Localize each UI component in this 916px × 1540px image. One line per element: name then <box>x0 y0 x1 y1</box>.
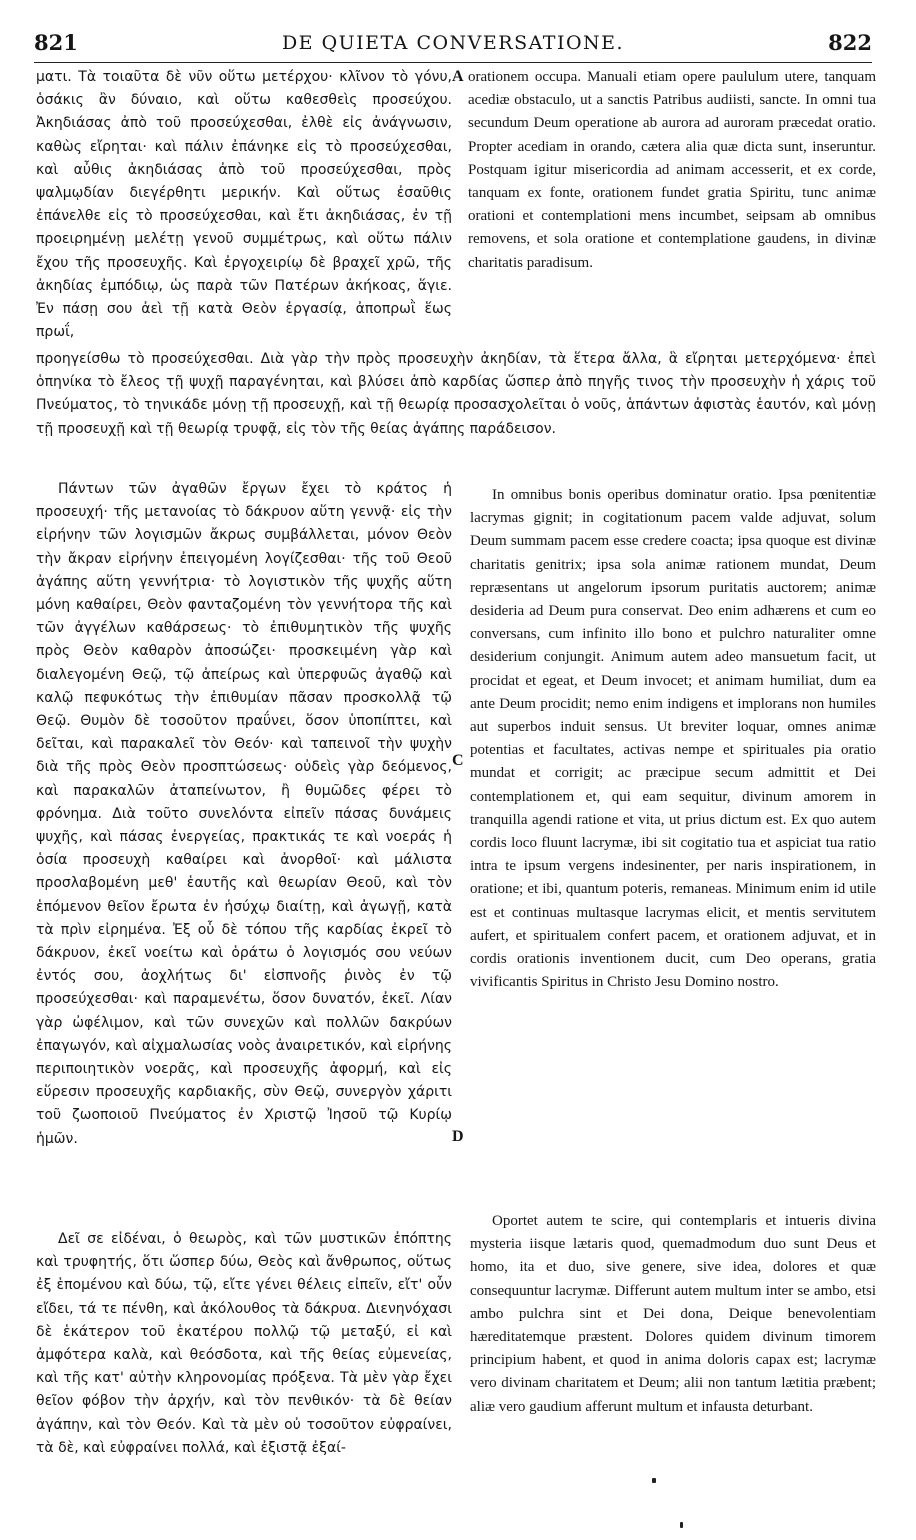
latin-column-section-2 <box>470 484 876 1174</box>
greek-paragraph: προηγείσθω τὸ προσεύχεσθαι. Διὰ γὰρ τὴν πρὸς προσευχὴν ἀκηδίαν, τὰ ἕτερα ἄλλα, ἃ εἴρηται μετερχόμενα· ἐπεὶ ὁπηνίκα τὸ ἔλεος τῇ ψυχῇ παραγένηται, καὶ βλύσει ἀπὸ καρδίας ὥσπερ ἀπὸ πηγῆς τινος τὴν προσευχὴν ἡ χάρις τοῦ Πνεύματος, τὸ τηνικάδε μόνῃ τῇ προσευχῇ, καὶ τῇ θεωρίᾳ προσασχολεῖται ὁ νοῦς, ἁπάντων ἀφιστὰς ἑαυτόν, καὶ μόνῃ τῇ προσευχῇ καὶ τῇ θεωρίᾳ τρυφᾷ, εἰς τὸν τῆς θείας ἀγάπης παράδεισον. <box>36 351 876 437</box>
greek-full-width-continuation <box>36 348 876 468</box>
greek-paragraph: Δεῖ σε εἰδέναι, ὁ θεωρὸς, καὶ τῶν μυστικῶν ἐπόπτης καὶ τρυφητής, ὅτι ὥσπερ δύω, Θεὸς καὶ ἄνθρωπος, οὕτως ἐξ ἑπομένου καὶ δύω, τῷ, εἴτε γένει θέλεις εἰπεῖν, εἴτ' οὖν εἴδει, τά τε πένθη, καὶ ἀκόλουθος τὰ δάκρυα. Διενηνόχασι δὲ ἑκάτερον τοῦ ἑκατέρου πολλῷ τῷ μεταξύ, εἰ καὶ ἀμφότερα καλὰ, καὶ θεόσδοτα, καὶ τῆς θείας εὐμενείας, καὶ τῆς κατ' αὐτὴν κληρονομίας πρόξενα. Τὰ μὲν γὰρ ἔχει θεῖον φόβον τὴν ἀρχήν, καὶ τὸν πενθικόν· τὰ δὲ θείαν ἀγάπην, καὶ τὸν Θεόν. Καὶ τὰ μὲν οὐ τοσοῦτον εὐφραίνει, τὰ δὲ, καὶ εὐφραίνει πολλά, καὶ ἐξιστᾷ ἐξαί- <box>36 1231 452 1456</box>
greek-column-section-3 <box>36 1228 452 1490</box>
greek-column-section-1 <box>36 66 452 348</box>
ink-speck <box>680 1522 683 1528</box>
page-number-right: 822 <box>828 30 872 55</box>
margin-letter-d: D <box>452 1128 464 1145</box>
latin-column-section-1 <box>468 66 876 348</box>
page-number-left: 821 <box>34 30 78 55</box>
page-header <box>34 28 872 63</box>
greek-paragraph: Πάντων τῶν ἀγαθῶν ἔργων ἔχει τὸ κράτος ἡ προσευχή· τῆς μετανοίας τὸ δάκρυον αὕτη γεννᾷ· εἰς τὴν εἰρήνην τῶν λογισμῶν ἄκρως συμβάλλεται, μόνον Θεὸν τὴν ἄκραν εἰρήνην ἐπειγομένη λογίζεσθαι· τῆς τοῦ Θεοῦ ἀγάπης αὕτη γεννήτρια· τὸ λογιστικὸν τῆς ψυχῆς αὕτη μόνη καθαίρει, Θεὸν φανταζομένη τὸν γεννήτορα τῆς καὶ τῶν ἀγγέλων καθάρσεως· τὸ ἐπιθυμητικὸν τῆς ψυχῆς πρὸς Θεὸν καθαρὸν ἀποσώζει· προσκειμένη γὰρ καὶ διαλεγομένη Θεῷ, τῷ ἀπείρως καὶ ὑπερφυῶς ἀγαθῷ καὶ καλῷ πεφυκότως τὴν ἐπιθυμίαν πᾶσαν προσκολλᾷ τῷ Θεῷ. Θυμὸν δὲ τοσοῦτον πραΰνει, ὅσον ὑποπίπτει, καὶ δεῖται, καὶ παρακαλεῖ τὸν Θεόν· καὶ ταπεινοῖ τὴν ψυχὴν διὰ τῆς πρὸς Θεὸν προσπτώσεως· οὐδεὶς γὰρ δεόμενος, καὶ παρακαλῶν ἀταπείνωτον, ἢ θυμῶδες φέρει τὸ φρόνημα. Διὰ τοῦτο συνελόντα εἰπεῖν πάσας δυνάμεις ψυχῆς, καὶ πάσας ἐνεργείας, πρακτικάς τε καὶ νοεράς ἡ ὁσία προσευχὴ καθαίρει καὶ ἀνορθοῖ· καὶ μάλιστα προσλαβομένη μεθ' ἑαυτῆς καὶ θεωρίαν Θεοῦ, καὶ τὸν ἑπόμενον θεῖον ἔρωτα ἐν ἡσύχῳ διαίτῃ, καὶ ἀγωγῇ, κατὰ τὰ πρὶν εἰρημένα. Ἐξ οὗ δὲ τόπου τῆς καρδίας ἐκρεῖ τὸ δάκρυον, ἐκεῖ νοείτω καὶ ὁράτω ὁ λογισμός σου νεύων ἐντός σου, ἀοχλήτως δι' εἰσπνοῆς ῥινὸς ἐν τῷ προσεύχεσθαι· καὶ παραμενέτω, ὅσον δυνατόν, ἐκεῖ. Λίαν γὰρ ὠφέλιμον, καὶ τῶν συνεχῶν καὶ πολλῶν δακρύων ἐπαγωγόν, καὶ αἰχμαλωσίας νοὸς ἀναιρετικόν, καὶ εἰρήνης περιποιητικὸν νοερᾶς, καὶ προσευχῆς ἀφορμή, καὶ εἰς εὕρεσιν προσευχῆς καρδιακῆς, σὺν Θεῷ, συνεργὸν χάριτι τοῦ ζωοποιοῦ Πνεύματος ἐν Χριστῷ Ἰησοῦ τῷ Κυρίῳ ἡμῶν. <box>36 481 452 1147</box>
latin-column-section-3 <box>470 1210 876 1490</box>
ink-speck <box>652 1478 656 1483</box>
latin-paragraph: In omnibus bonis operibus dominatur oratio. Ipsa pœnitentiæ lacrymas gignit; in cogitationum pacem valde adjuvat, solum Deum summam pacem esse credere coacta; ipsa quoque est divinæ charitatis genitrix; ipsa sola animæ rationem mundat, Deum repræsentans ut angelorum ipsorum puritatis auctorem; animæ desideria ad Deum pura conservat. Deo enim adhærens et cum eo conversans, cum infinito illo bono et pulchro naturaliter omne desiderium conjungit. Animum autem adeo mansuetum facit, ut procidat et egeat, et Deum invocet; et animam humiliat, dum ea ante Deum procidit; nemo enim indigens et implorans non humiles aut superbos induit sensus. Ut breviter loquar, omnes animæ potentias et facultates, activas nempe et spirituales pia oratio mundat et corrigit; ac præcipue secum admittit et Dei contemplationem et, qui eam sequitur, divinum amorem in tranquilla agendi ratione et vita, ut prius dictum est. Ex quo autem cordis loco fluunt lacrymæ, ibi sit cogitatio tua et aspiciat tua ratio intra te ipsum vergens indesinenter, per naris inspirationem, in oratione; et ibi, quantum poteris, remaneas. Minimum enim id utile est et continuas multasque lacrymas elicit, et mentis servitutem aufert, et spiritualem confert pacem, et orationem adjuvat, et in cordis orationis inventionem ducit, cum Deo operans, gratia vivificantis Spiritus in Christo Jesu Domino nostro. <box>470 487 876 991</box>
running-title: DE QUIETA CONVERSATIONE. <box>281 32 625 54</box>
margin-letter-a: A <box>452 68 464 85</box>
margin-letter-c: C <box>452 752 464 769</box>
greek-column-section-2 <box>36 478 452 1213</box>
latin-paragraph: Oportet autem te scire, qui contemplaris et intueris divina mysteria iisque lætaris quod, quemadmodum duo sunt Deus et homo, ita et duo, sive genere, sive idea, dolores et quæ consequuntur lacrymæ. Differunt autem multum inter se ambo, etsi ambo pulchra sint et Dei dona, Deique benevolentiam hæreditatemque præstent. Dolores quidem divinum timorem principium habent, et quod in anima doloris capax est; lacrymæ vero divinam charitatem et Deum; alii non tantum lætitia præbent; aliæ vero gaudium afferunt multum et infausta deturbant. <box>470 1213 876 1415</box>
latin-paragraph: orationem occupa. Manuali etiam opere paululum utere, tanquam acediæ obstaculo, ut a sanctis Patribus audiisti, sancte. In omni tua secundum Deum operatione ab aurora ad auroram præcedat oratio. Propter acediam in orando, cætera alia quæ dicta sunt, inseruntur. Postquam igitur misericordia ad animam accesserit, et ex corde, tanquam ex fonte, orationem fundet gratia Spiritu, tunc animæ orationi et contemplationi mens incumbet, seipsam ab omnibus removens, et sola oratione et contemplatione gaudens, in divinæ charitatis paradisum. <box>468 69 876 271</box>
greek-paragraph: ματι. Τὰ τοιαῦτα δὲ νῦν οὕτω μετέρχου· κλῖνον τὸ γόνυ, ὁσάκις ἂν δύναιο, καὶ οὕτω καθεσθεὶς προσεύχου. Ἀκηδιάσας ἀπὸ τοῦ προσεύχεσθαι, ἐλθὲ εἰς ἀνάγνωσιν, καθὼς εἴρηται· καὶ πάλιν ἐπάνηκε εἰς τὸ προσεύχεσθαι, καὶ αὖθις ἀκηδιάσας ἀπὸ τοῦ προσεύχεσθαι, πρὸς ψαλμῳδίαν διεγέρθητι μερικήν. Καὶ οὕτως ἐσαῦθις ἐπάνελθε εἰς τὸ προσεύχεσθαι, καὶ ἔτι ἀκηδιάσας, ἐν τῇ προειρημένῃ μελέτῃ γενοῦ συμμέτρως, καὶ οὕτω πάλιν ἔχου τῆς προσευχῆς. Καὶ ἐργοχειρίῳ δὲ βραχεῖ χρῶ, τῆς ἀκηδίας ἐμπόδιῳ, ὡς παρὰ τῶν Πατέρων ἀκήκοας, ἅγιε. Ἐν πάσῃ σου ἀεὶ τῇ κατὰ Θεὸν ἐργασίᾳ, ἀποπρωῒ ἕως πρωΐ, <box>36 69 452 341</box>
